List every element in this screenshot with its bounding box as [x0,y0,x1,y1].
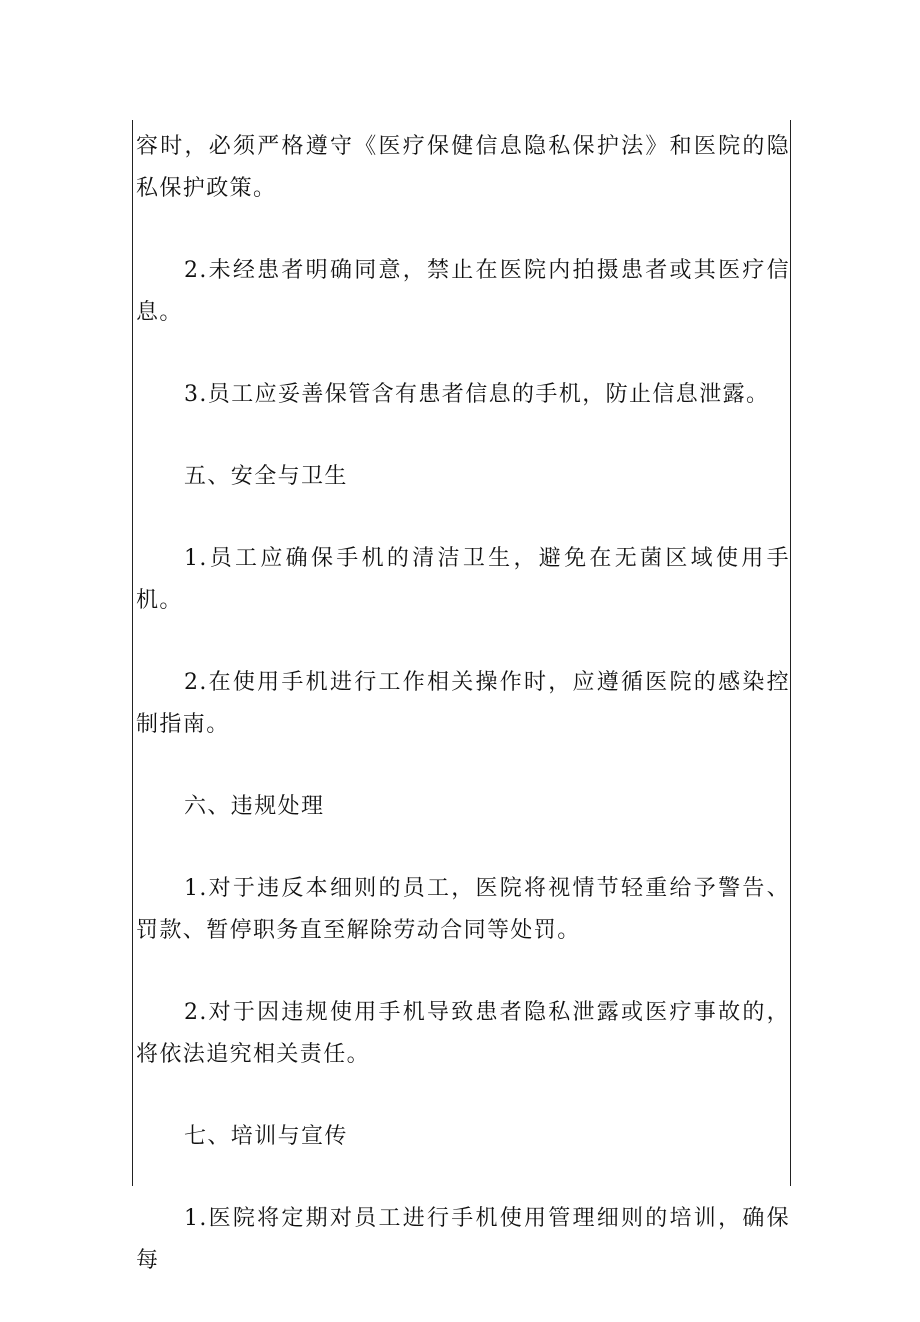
paragraph-privacy-continued: 容时，必须严格遵守《医疗保健信息隐私保护法》和医院的隐私保护政策。 [136,134,790,201]
paragraph-infection-control: 2.在使用手机进行工作相关操作时，应遵循医院的感染控制指南。 [136,670,790,737]
section-heading-safety-hygiene: 五、安全与卫生 [184,464,348,489]
paragraph-phone-cleanliness: 1.员工应确保手机的清洁卫生，避免在无菌区域使用手机。 [136,546,790,613]
section-heading-violations: 六、违规处理 [184,794,325,819]
document-body [136,126,790,1322]
paragraph-training-regular: 1.医院将定期对员工进行手机使用管理细则的培训，确保每 [136,1206,790,1273]
table-border-left [132,120,133,1186]
paragraph-no-photography: 2.未经患者明确同意，禁止在医院内拍摄患者或其医疗信息。 [136,258,790,325]
paragraph-phone-safekeeping: 3.员工应妥善保管含有患者信息的手机，防止信息泄露。 [184,382,770,407]
section-heading-training: 七、培训与宣传 [184,1124,348,1149]
paragraph-legal-liability: 2.对于因违规使用手机导致患者隐私泄露或医疗事故的，将依法追究相关责任。 [136,1000,790,1067]
table-border-right [790,120,791,1186]
paragraph-penalties: 1.对于违反本细则的员工，医院将视情节轻重给予警告、罚款、暂停职务直至解除劳动合同等处罚。 [136,876,790,943]
